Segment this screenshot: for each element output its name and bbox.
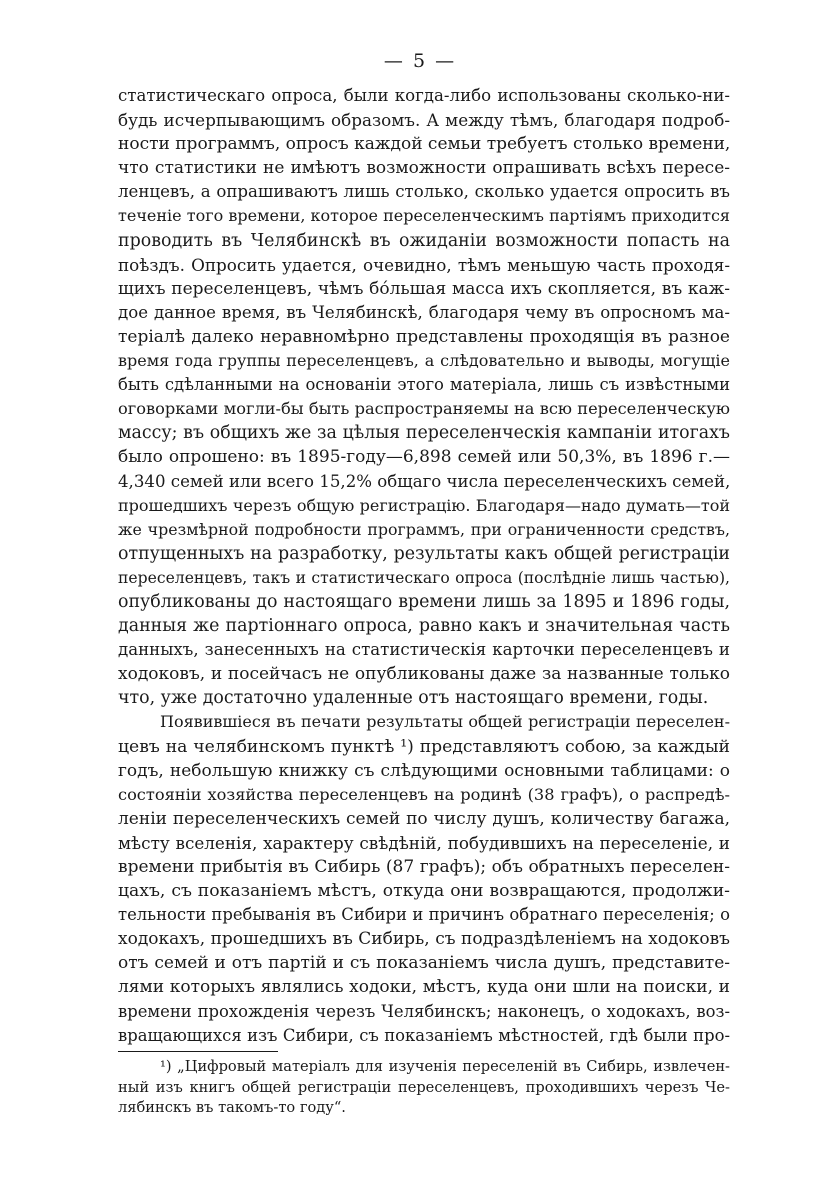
text-line: отъ семей и отъ партій и съ показаніемъ числа душъ, представите- — [118, 953, 730, 974]
text-line: годъ, небольшую книжку съ слѣдующими основными таблицами: о — [118, 760, 730, 781]
text-line: будь исчерпывающимъ образомъ. А между тѣмъ, благодаря подроб- — [118, 110, 730, 131]
text-line: ходокахъ, прошедшихъ въ Сибирь, съ подраздѣленіемъ на ходоковъ — [118, 929, 730, 950]
page-number: — 5 — — [383, 50, 457, 72]
text-line: вращающихся изъ Сибири, съ показаніемъ мѣстностей, гдѣ были про- — [118, 1025, 730, 1045]
text-line: цахъ, съ показаніемъ мѣстъ, откуда они возвращаются, продолжи- — [118, 881, 730, 902]
text-line: оговорками могли-бы быть распространяемы на всю переселенческую — [118, 399, 730, 419]
text-line: теріалѣ далеко неравномѣрно представлены проходящія въ разное — [118, 326, 730, 347]
text-line: прошедшихъ черезъ общую регистрацію. Благодаря—надо думать—той — [118, 495, 730, 515]
text-line: щихъ переселенцевъ, чѣмъ бо́льшая масса ихъ скопляется, въ каж- — [118, 278, 730, 299]
text-line: ленцевъ, а опрашиваютъ лишь столько, сколько удается опросить въ — [118, 182, 730, 202]
text-line: времени прибытія въ Сибирь (87 графъ); объ обратныхъ переселен- — [118, 857, 730, 877]
main-text — [118, 84, 730, 1048]
text-line: было опрошено: въ 1895-году—6,898 семей или 50,3%, въ 1896 г.— — [118, 447, 730, 468]
footnote — [118, 1057, 730, 1119]
text-line: дое данное время, въ Челябинскѣ, благодаря чему въ опросномъ ма- — [118, 302, 730, 322]
text-line: теченіе того времени, которое переселенческимъ партіямъ приходится — [118, 206, 730, 226]
footnote-divider — [118, 1051, 278, 1052]
text-line: состояніи хозяйства переселенцевъ на родинѣ (38 графъ), о распредѣ- — [118, 784, 730, 804]
text-line: отпущенныхъ на разработку, результаты какъ общей регистраціи — [118, 543, 730, 564]
text-line: статистическаго опроса, были когда-либо использованы сколько-ни- — [118, 86, 730, 105]
text-line: 4,340 семей или всего 15,2% общаго числа переселенческихъ семей, — [118, 471, 731, 491]
text-line: данныхъ, занесенныхъ на статистическія карточки переселенцевъ и — [118, 640, 730, 660]
text-line: леніи переселенческихъ семей по числу душъ, количеству багажа, — [118, 808, 730, 829]
footnote-line: ный изъ книгъ общей регистраціи переселенцевъ, проходившихъ черезъ Че- — [118, 1078, 730, 1096]
text-line: переселенцевъ, такъ и статистическаго опроса (послѣдніе лишь частью), — [118, 568, 730, 587]
text-line: ходоковъ, и посейчасъ не опубликованы даже за названные только — [118, 664, 730, 685]
text-line: быть сдѣланными на основаніи этого матеріала, лишь съ извѣстными — [118, 375, 730, 395]
text-line: массу; въ общихъ же за цѣлыя переселенческія кампаніи итогахъ — [118, 423, 730, 444]
text-line: цевъ на челябинскомъ пунктѣ ¹) представляютъ собою, за каждый — [118, 736, 730, 757]
text-line: проводить въ Челябинскѣ въ ожиданіи возможности попасть на — [118, 230, 730, 251]
text-line: что, уже достаточно удаленные отъ настоящаго времени, годы. — [118, 688, 709, 709]
text-line: ности программъ, опросъ каждой семьи требуетъ столько времени, — [118, 134, 731, 155]
footnote-line: лябинскъ въ такомъ-то году“. — [118, 1099, 346, 1116]
text-line: мѣсту вселенія, характеру свѣдѣній, побудившихъ на переселеніе, и — [118, 832, 730, 853]
text-line: данныя же партіоннаго опроса, равно какъ и значительная часть — [118, 616, 730, 637]
text-line: лями которыхъ являлись ходоки, мѣстъ, куда они шли на поиски, и — [118, 977, 730, 998]
text-line: что статистики не имѣютъ возможности опрашивать всѣхъ пересе- — [118, 158, 730, 179]
text-line: поѣздъ. Опросить удается, очевидно, тѣмъ меньшую часть проходя- — [118, 254, 730, 275]
text-line: опубликованы до настоящаго времени лишь за 1895 и 1896 годы, — [118, 591, 730, 612]
text-line: Появившіеся въ печати результаты общей регистраціи переселен- — [160, 712, 730, 732]
text-line: времени прохожденія черезъ Челябинскъ; наконецъ, о ходокахъ, воз- — [118, 1001, 730, 1021]
text-line: время года группы переселенцевъ, а слѣдовательно и выводы, могущіе — [118, 351, 730, 371]
text-line: тельности пребыванія въ Сибири и причинъ обратнаго переселенія; о — [118, 905, 730, 925]
text-line: же чрезмѣрной подробности программъ, при ограниченности средствъ, — [118, 519, 730, 539]
footnote-line: ¹) „Цифровый матеріалъ для изученія переселеній въ Сибирь, извлечен- — [160, 1058, 730, 1075]
